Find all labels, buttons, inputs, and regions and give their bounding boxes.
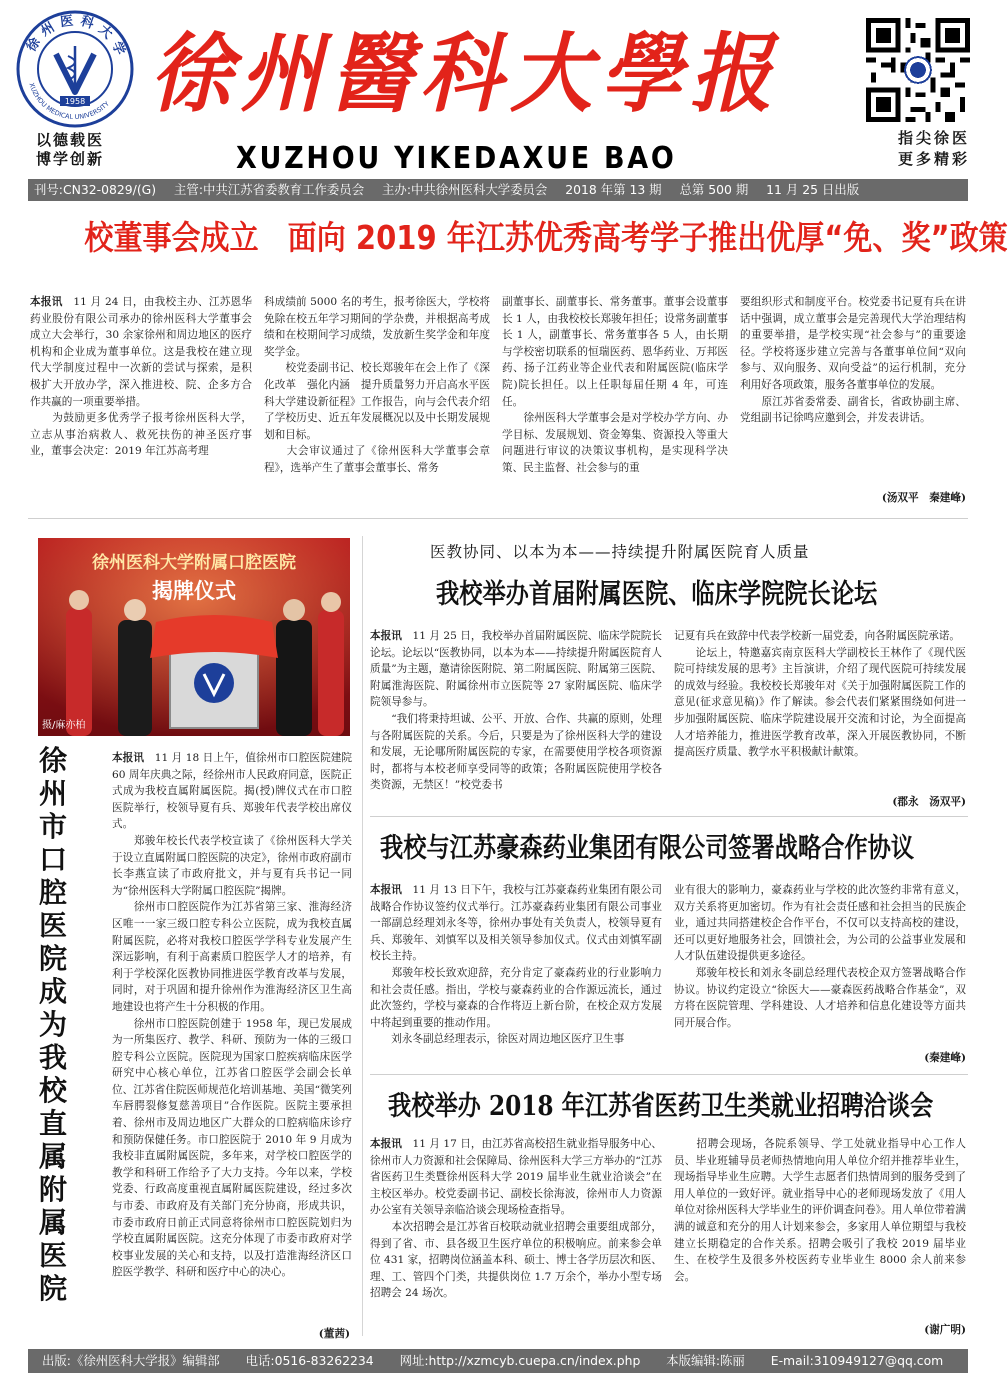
motto-line-2: 博学创新 [36,150,105,168]
logo-ring-text: 徐州医科大学 [24,13,130,63]
hansoh-agreement-title: 我校与江苏豪森药业集团有限公司签署战略合作协议 [380,833,915,864]
hansoh-text-a: 11 月 13 日下午，我校与江苏豪森药业集团有限公司战略合作协议签约仪式举行。江苏豪森药业集团有限公司事业一部副总经理刘永冬等，徐州办事处有关负责人，校领导夏有兵、郑骏年、刘慎军以及相关领导参加仪式。仪式由刘慎军副校长主持。 郑骏年校长致欢迎辞，充分肯定了豪森药业的行业影响力和社会责任感。指出，学校与豪森药业的合作源远流长，通过此次签约，学校与豪森的合作将迈上新台阶，在校企双方发展中将起到重要的推动作用。 刘永冬副总经理表示，徐医对周边地区医疗卫生事 [370,884,663,1046]
qr-caption-line-2: 更多精彩 [897,150,970,168]
section-divider [28,518,968,519]
photo-credit: 摄/麻亦柏 [42,720,86,731]
university-logo [16,10,134,128]
issue-number: 2018 年第 13 期 [565,182,662,197]
job-fair-byline: (谢广明) [924,1324,966,1336]
forum-dateline: 本报讯 [370,630,402,642]
photo-banner-line-1: 徐州医科大学附属口腔医院 [92,553,296,573]
forum-byline: (郡永 汤双平) [892,796,966,808]
forum-text-a: 11 月 25 日，我校举办首届附属医院、临床学院院长论坛。论坛以“医教协同，以本为本——持续提升附属医院育人质量”为主题，邀请徐医附院、第二附属医院、附属第三医院、附属淮海医院、附属徐州市立医院等 27 家附属医院、临床学院领导参与。 “我们将秉持坦诚、公平、开放、合作、共赢的原则，处理与各附属医院的关系。今后，只要是为了徐州医科大学的建设和发展，无论哪所附属医院的专家，在需要使用学校各项资源时，都将与本校老师享受同等的政策；各附属医院使用学校各类资源，无禁区！”校党委书 [370,630,663,792]
newspaper-title: 徐州醫科大學报 [150,23,780,125]
story2-bottom-text [30,1028,352,1324]
story2-byline: (董茜) [318,1328,350,1340]
footer-editor: 本版编辑:陈丽 [666,1353,745,1368]
footer-publisher: 出版:《徐州医科大学报》编辑部 [42,1353,220,1368]
lead-headline: 校董事会成立 面向 2019 年江苏优秀高考学子推出优厚“免、奖”政策 [84,218,1008,257]
sponsor: 主管:中共江苏省委教育工作委员会 [174,182,365,197]
section-divider [370,816,968,817]
forum-column-2: 记夏有兵在致辞中代表学校新一届党委，向各附属医院承诺。 论坛上，特邀嘉宾南京医科大学副校长王林作了《现代医院可持续发展的思考》主旨演讲，介绍了现代医院可持续发展的成效与经验。我校校长郑骏年对《关于加强附属医院工作的意见(征求意见稿)》作了解读。参会代表们紧紧围绕如何进一步加强附属医院、临床学院建设展开交流和讨论，为全面提高人才培养能力，推进医学教育改革，深入开展医教协同，不断提高医疗质量、教学水平积极献计献策。 [674,630,966,759]
publish-date: 11 月 25 日出版 [766,182,860,197]
section-divider [370,1074,968,1075]
job-fair-dateline: 本报讯 [370,1138,402,1150]
hansoh-column-2: 业有很大的影响力，豪森药业与学校的此次签约非常有意义，双方关系将更加密切。作为有社会责任感和社会担当的民族企业，通过共同搭建校企合作平台，不仅可以支持高校的建设，还可以更好地服务社会，回馈社会，为公司的公益事业发展和人才队伍建设提供更多途径。 郑骏年校长和刘永冬副总经理代表校企双方签署战略合作协议。协议约定设立“徐医大——豪森医药战略合作基金”，双方将在医院管理、学科建设、人才培养和信息化建设等方面共同开展合作。 [674,884,966,1029]
hansoh-dateline: 本报讯 [370,884,402,896]
story2-dateline: 本报讯 [112,752,145,764]
footer-phone: 电话:0516-83262234 [245,1353,374,1368]
stomatology-hospital-title: 徐州市口腔医院成为我校直属附属医院 [38,744,67,1305]
footer-website-link[interactable]: 网址:http://xzmcyb.cuepa.cn/index.php [399,1353,641,1368]
job-fair-column-2: 招聘会现场，各院系领导、学工处就业指导中心工作人员、毕业班辅导员老师热情地向用人单位介绍并推荐毕业生，现场指导毕业生应聘。大学生志愿者们热情周到的服务受到了用人单位的一致好评。就业指导中心的老师现场发放了《用人单位对徐州医科大学毕业生的评价调查问卷》。用人单位带着满满的诚意和充分的用人计划来参会，多家用人单位期望与我校建立长期稳定的合作关系。招聘会吸引了我校 2019 届毕业生、在校学生及很多外校医药专业毕业生 8000 余人前来参会。 [674,1138,966,1283]
hansoh-byline: (秦建峰) [924,1052,966,1064]
story2-top-text [112,750,353,1279]
footer-email-link[interactable]: E-mail:310949127@qq.com [770,1353,944,1368]
issn: 刊号:CN32-0829/(G) [34,182,157,197]
motto [36,131,104,169]
job-fair-column-1 [370,1136,662,1336]
lead-column-4: 要组织形式和制度平台。校党委书记夏有兵在讲话中强调，成立董事会是完善现代大学治理结构的重要举措，是学校实现“社会参与”的重要途径。学校将逐步建立完善与各董事单位间“双向参与、双向服务、双向受益”的运行机制，充分利用好各项政策，服务各董事单位的发展。 原江苏省委常委、副省长，省政协副主席、党组副书记徐鸣应邀到会，并发表讲话。 [740,296,966,425]
column-divider [362,536,363,1336]
unveiling-photo [38,538,350,736]
qr-code-icon[interactable] [866,18,970,122]
logo-year: 1958 [64,97,86,106]
logo-ring-text-en: XUZHOU MEDICAL UNIVERSITY [27,81,111,122]
footer-bar [28,1349,968,1373]
total-issue: 总第 500 期 [679,182,749,197]
qr-caption [864,128,970,170]
lead-column-1 [30,294,252,508]
job-fair-title: 我校举办 2018 年江苏省医药卫生类就业招聘洽谈会 [388,1091,934,1122]
lead-dateline: 本报讯 [30,296,63,308]
lead-column-2: 科成绩前 5000 名的考生，报考徐医大，学校将免除在校五年学习期间的学杂费，并根据高考成绩和在校期间学习成绩，发放新生奖学金和年度奖学金。 校党委副书记、校长郑骏年在会上作了《深化改革 强化内涵 提升质量努力开启高水平医科大学建设新征程》工作报告，向与会代表介绍了学校历史、近五年发展概况以及中长期发展规划和目标。 大会审议通过了《徐州医科大学董事会章程》，选举产生了董事会董事长、常务 [264,296,490,474]
forum-title: 我校举办首届附属医院、临床学院院长论坛 [436,579,878,610]
issue-info-bar [28,179,968,201]
qr-caption-line-1: 指尖徐医 [897,129,970,147]
lead-col1-text: 11 月 24 日，由我校主办、江苏恩华药业股份有限公司承办的徐州医科大学董事会成立大会举行，30 余家徐州和周边地区的医疗机构和企业成为董事单位。这是我校在建立现代大学制度过程中一次新的尝试与探索，是积极扩大开放办学，深入推进校、院、企多方合作共赢的一项重要举措。 为鼓励更多优秀学子报考徐州医科大学，立志从事治病救人、救死扶伤的神圣医疗事业，董事会决定：2019 年江苏高考理 [30,296,252,458]
photo-banner-line-2: 揭牌仪式 [152,578,236,603]
forum-column-1 [370,628,662,808]
newspaper-title-en: XUZHOU YIKEDAXUE BAO [236,141,677,176]
hansoh-column-1 [370,882,662,1066]
motto-line-1: 以德载医 [36,131,105,149]
host: 主办:中共徐州医科大学委员会 [382,182,548,197]
story2-text: 11 月 18 日上午，值徐州市口腔医院建院 60 周年庆典之际，经徐州市人民政府同意，医院正式成为我校直属附属医院。揭(授)牌仪式在市口腔医院举行，校领导夏有兵、郑骏年代表学校出席仪式。 郑骏年校长代表学校宣读了《徐州医科大学关于设立直属附属口腔医院的决定》，徐州市政府副市长李燕宣读了市政府批文，并与夏有兵书记一同为“徐州医科大学附属口腔医院”揭牌。 徐州市口腔医院作为江苏省第三家、淮海经济区唯一一家三级口腔专科公立医院，成为我校直属附属医院，必将对我校口腔医学学科专业发展产生深远影响，有利于高素质口腔医学人才的培养，有利于学校深化医教协同推进医学教育改革与发展，同时，对于巩固和提升徐州作为淮海经济区卫生高地建设也将产生十分积极的作用。 徐州市口腔医院创建于 1958 年，现已发展成为一所集医疗、教学、科研、预防为一体的三级口腔专科公立医院。医院现为国家口腔疾病临床医学研究中心核心单位，江苏省口腔医学会副会长单位、江苏省住院医师规范化培训基地、美国“微笑列车唇腭裂修复慈善项目”合作医院。医院主要承担着、徐州市及周边地区广大群众的口腔病临床诊疗和预防保健任务。市口腔医院于 2010 年 9 月成为我校非直属附属医院，多年来，对学校口腔医学的教学和科研工作给予了大力支持。今年以来，学校党委、行政高度重视直属附属医院建设，经过多次与市委、市政府及有关部门充分协商，形成共识，市委市政府日前正式同意将徐州市口腔医院划归为学校直属附属医院。这充分体现了市委市政府对学校事业发展的关心和支持，以及打造淮海经济区口腔医学教学、科研和医疗中心的决心。 [112,752,353,1279]
forum-kicker: 医教协同、以本为本——持续提升附属医院育人质量 [430,543,810,561]
lead-byline: (汤双平 秦建峰) [881,492,966,504]
lead-column-3: 副董事长、副董事长、常务董事。董事会设董事长 1 人，由我校校长郑骏年担任；设常务副董事长 1 人，副董事长、常务董事各 5 人，由长期与学校密切联系的恒瑞医药、恩华药业、万邦医药、扬子江药业等企业代表和附属医院(临床学院)院长担任。以上任职每届任期 4 年，可连任。 徐州医科大学董事会是对学校办学方向、办学目标、发展规划、资金筹集、资源投入等重大问题进行审议的决策议事机构，是实现科学决策、民主监督、社会参与的重 [502,296,728,474]
job-fair-text-a: 11 月 17 日，由江苏省高校招生就业指导服务中心、徐州市人力资源和社会保障局、徐州医科大学三方举办的“江苏省医药卫生类暨徐州医科大学 2019 届毕业生就业洽谈会”在主校区举办。校党委副书记、副校长徐海波，徐州市人力资源办公室有关领导亲临洽谈会现场检查指导。 本次招聘会是江苏省百校联动就业招聘会重要组成部分，得到了省、市、县各级卫生医疗单位的积极响应。前来参会单位 431 家，招聘岗位涵盖本科、硕士、博士各学历层次和医、理、工、管四个门类，共提供岗位 1.7 万余个，举办小型专场招聘会 24 场次。 [370,1138,663,1300]
